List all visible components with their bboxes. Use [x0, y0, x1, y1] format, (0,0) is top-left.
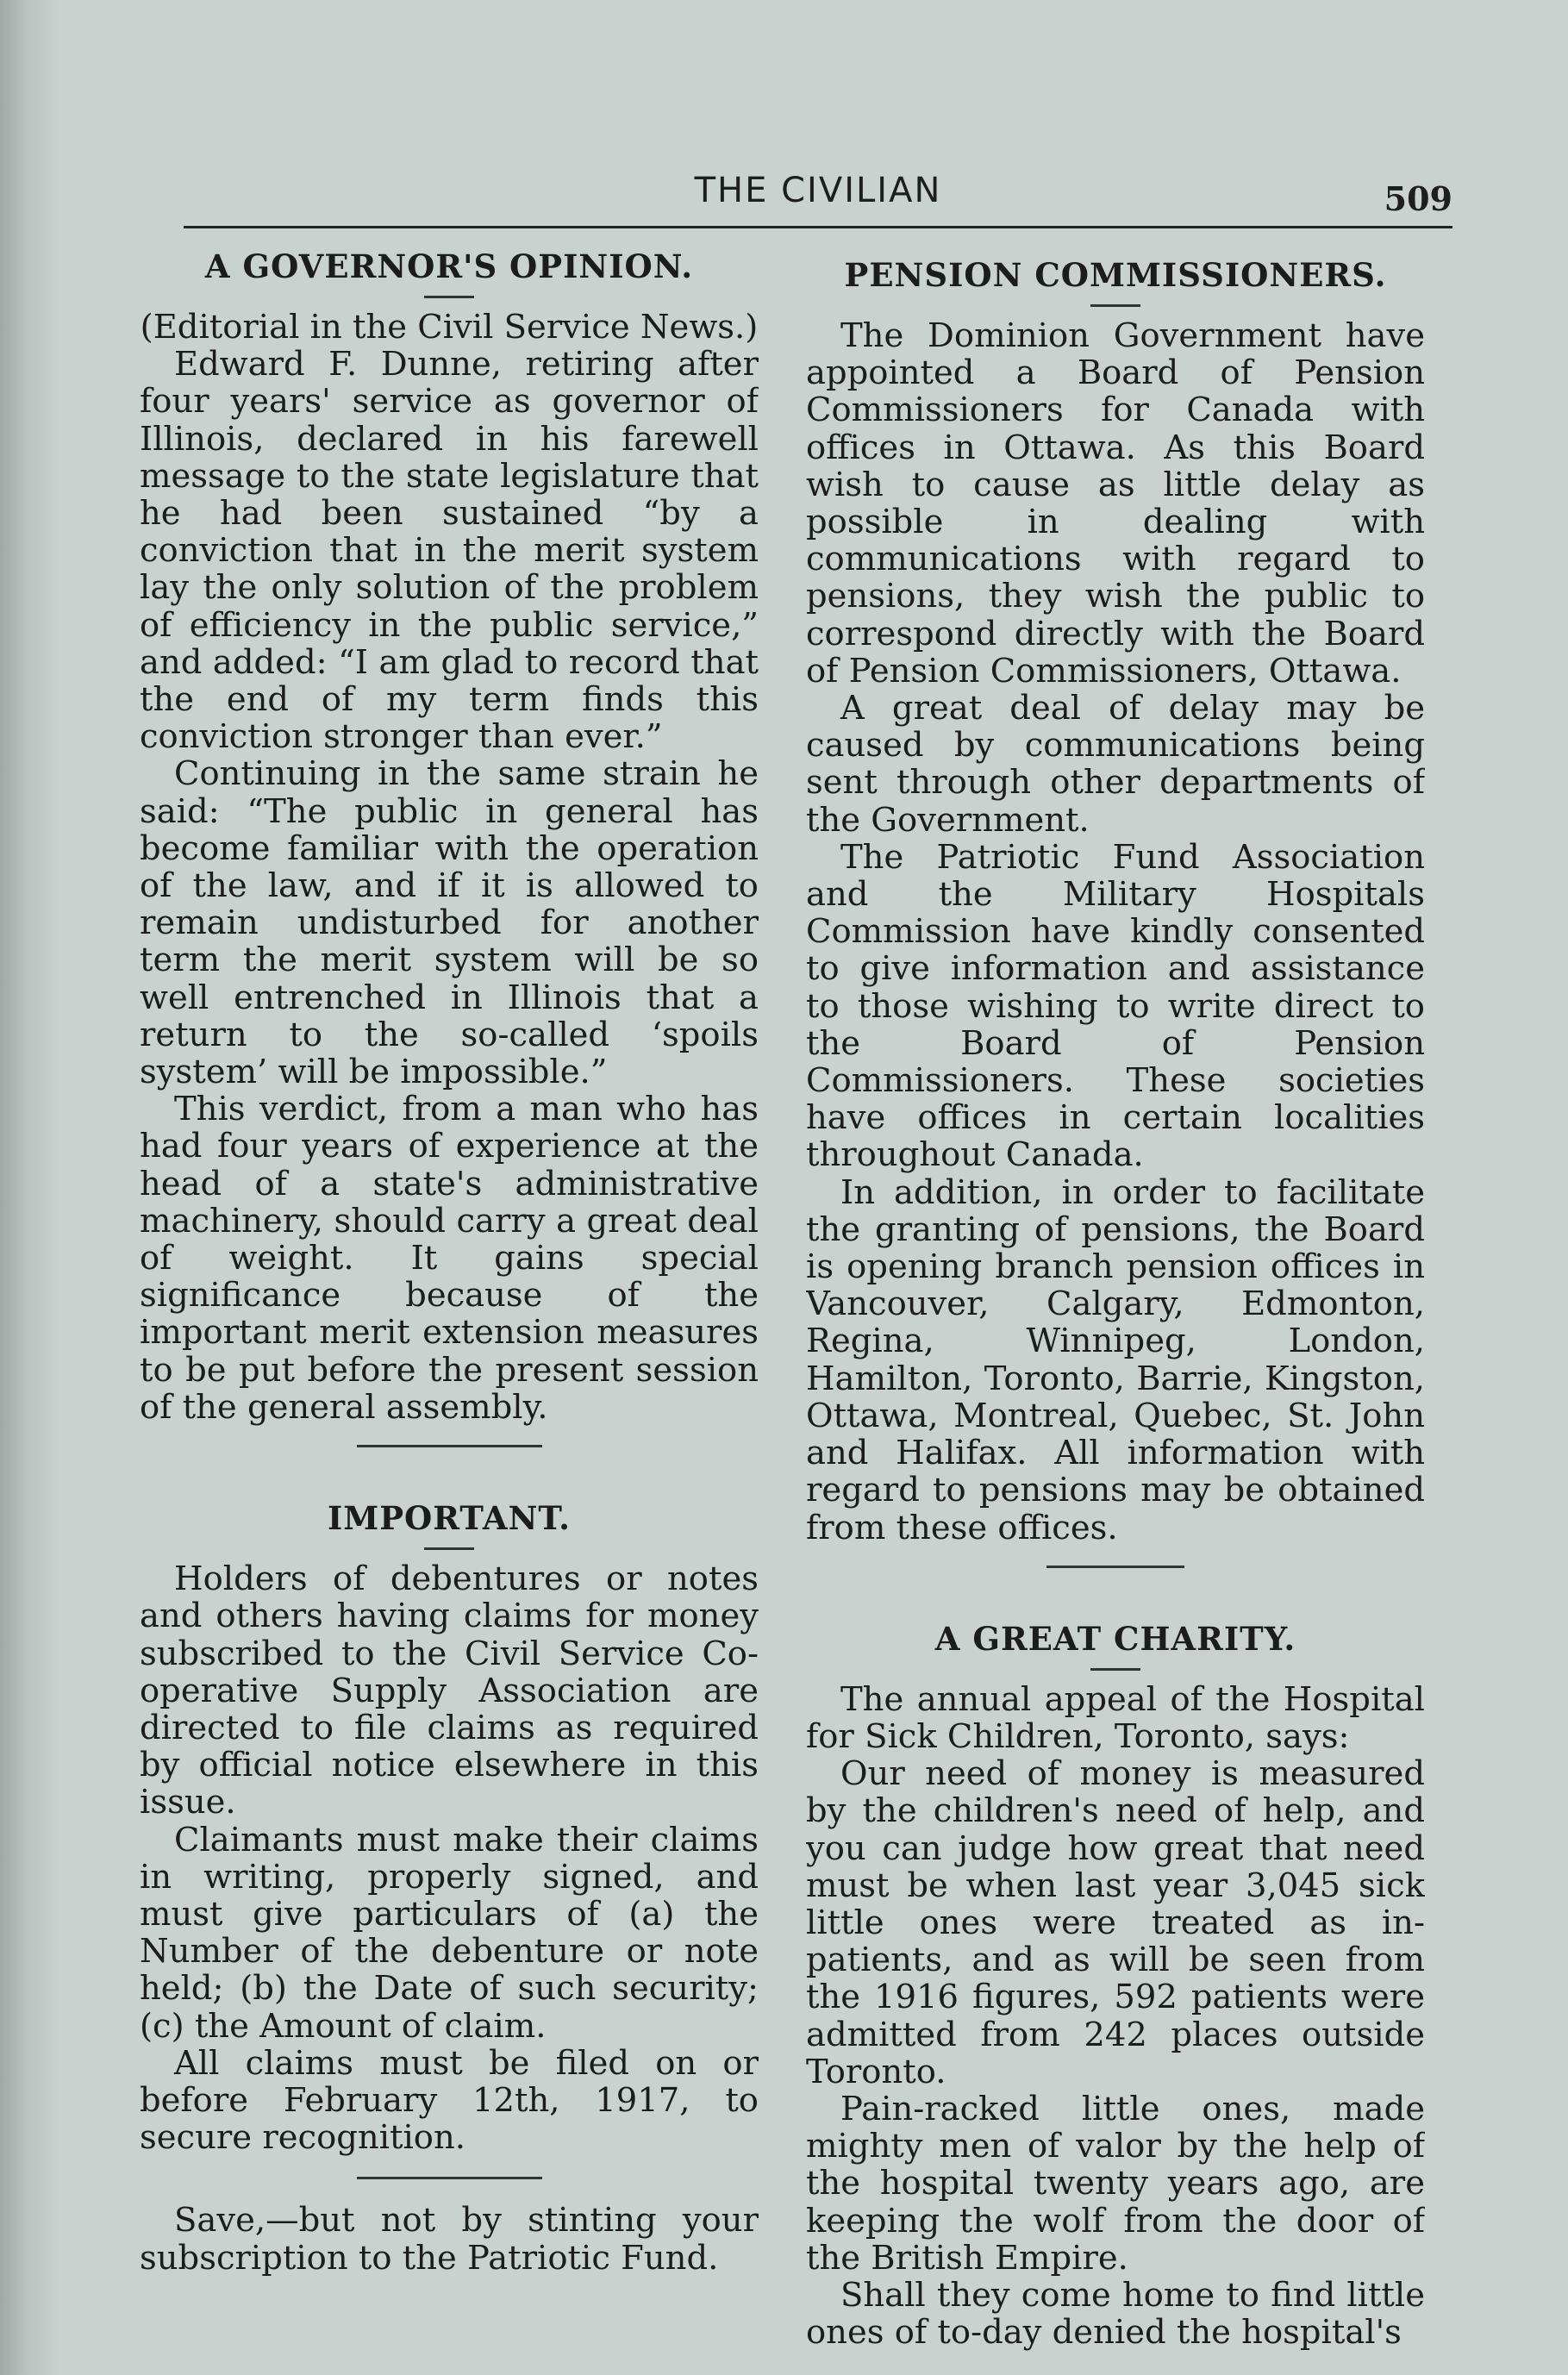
article-paragraph: Pain-racked little ones, made mighty men of valor by the help of the hospital twenty years ago, are keeping the wolf from the door of the British Empire.	[806, 2089, 1425, 2278]
article-paragraph: In addition, in order to facilitate the granting of pensions, the Board is opening branch pension offices in Vancouver, Calgary, Edmonton, Regina, Winnipeg, London, Hamilton, Toronto, Barrie, Kingston, Ottawa, Montreal, Quebec, St. John and Halifax. All information with regard to pensions may be obtained from these offices.	[806, 1172, 1425, 1547]
publication-title: THE CIVILIAN	[694, 171, 942, 210]
page-number: 509	[1384, 179, 1452, 218]
section-divider	[1046, 1566, 1184, 1568]
article-paragraph: The Dominion Government have appointed a Board of Pension Commissioners for Canada with offices in Ottawa. As this Board wish to cause as little delay as possible in dealing with communications with regard to pensions, they wish the public to correspond directly with the Board of Pension Commissioners, Ottawa.	[806, 316, 1425, 691]
heading-rule	[424, 1547, 474, 1550]
article-heading-great-charity: A GREAT CHARITY.	[934, 1619, 1296, 1658]
article-paragraph: Our need of money is measured by the children's need of help, and you can judge how great that need must be when last year 3,045 sick little ones were treated as in-patients, and as will be seen from the 1916 figures, 592 patients were admitted from 242 places outside Toronto.	[806, 1754, 1425, 2091]
left-column	[140, 246, 759, 2349]
article-paragraph: This verdict, from a man who has had four years of experience at the head of a state's administrative machinery, should carry a great deal of weight. It gains special significance because of the important merit extension measures to be put before the present session of the general assembly.	[140, 1090, 759, 1427]
right-column	[806, 254, 1425, 2358]
heading-rule	[1090, 1668, 1140, 1671]
article-paragraph: Claimants must make their claims in writing, properly signed, and must give particulars of (a) the Number of the debenture or note held; (b) the Date of such security; (c) the Amount of claim.	[140, 1820, 759, 2046]
footer-note: Save,—but not by stinting your subscription to the Patriotic Fund.	[140, 2201, 759, 2278]
article-heading-pension-commissioners: PENSION COMMISSIONERS.	[844, 256, 1387, 294]
article-paragraph: The annual appeal of the Hospital for Sick Children, Toronto, says:	[806, 1679, 1425, 1756]
article-paragraph: Edward F. Dunne, retiring after four years' service as governor of Illinois, declared in his farewell message to the state legislature that he had been sustained “by a conviction that in the merit system lay the only solution of the problem of efficiency in the public service,” and added: “I am glad to record that the end of my term finds this conviction stronger than ever.”	[140, 345, 759, 757]
running-head	[184, 171, 1452, 216]
article-paragraph: The Patriotic Fund Association and the Military Hospitals Commission have kindly consented to give information and assistance to those wishing to write direct to the Board of Pension Commissioners. These societies have offices in certain localities throughout Canada.	[806, 837, 1425, 1175]
article-heading-important: IMPORTANT.	[327, 1499, 572, 1538]
heading-rule	[1090, 304, 1140, 307]
article-source: (Editorial in the Civil Service News.)	[140, 308, 759, 347]
article-heading-governors-opinion: A GOVERNOR'S OPINION.	[204, 247, 694, 285]
header-rule	[184, 226, 1452, 228]
article-paragraph: All claims must be filed on or before February 12th, 1917, to secure recognition.	[140, 2043, 759, 2158]
section-divider	[357, 1445, 542, 1447]
article-paragraph: Shall they come home to find little ones of to-day denied the hospital's	[806, 2275, 1425, 2353]
section-divider	[357, 2177, 542, 2179]
heading-rule	[424, 296, 474, 298]
article-paragraph: Holders of debentures or notes and others having claims for money subscribed to the Civil Service Co-operative Supply Association are directed to file claims as required by official notice elsewhere in this issue.	[140, 1559, 759, 1822]
article-paragraph: A great deal of delay may be caused by communications being sent through other departments of the Government.	[806, 689, 1425, 840]
article-paragraph: Continuing in the same strain he said: “The public in general has become familiar with the operation of the law, and if it is allowed to remain undisturbed for another term the merit system will be so well entrenched in Illinois that a return to the so-called ‘spoils system’ will be impossible.”	[140, 754, 759, 1092]
